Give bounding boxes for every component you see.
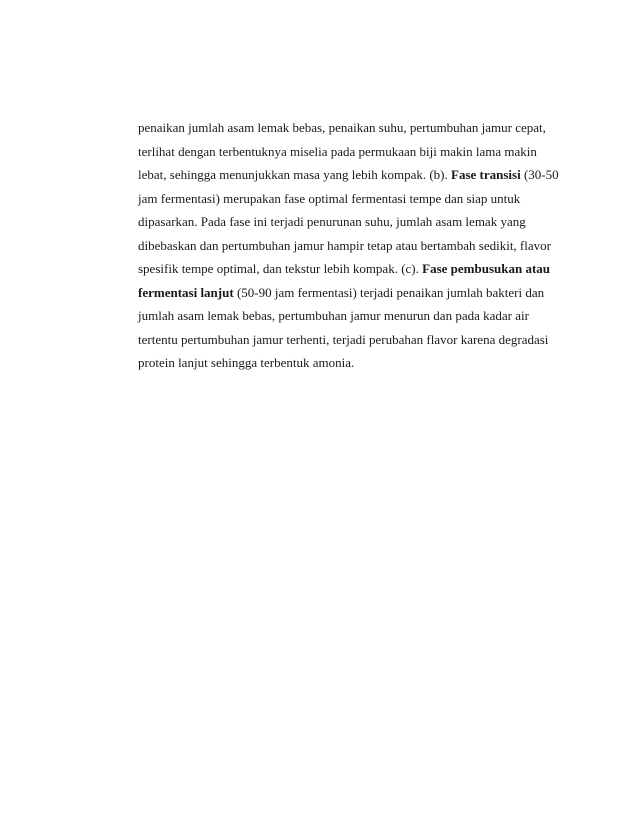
text-segment: tertentu pertumbuhan jamur terhenti, terjadi perubahan flavor karena degradasi — [138, 331, 549, 347]
text-segment: spesifik tempe optimal, dan tekstur lebih kompak. (c). — [138, 261, 423, 276]
text-line — [138, 281, 545, 305]
text-line — [138, 304, 529, 328]
text-segment: penaikan jumlah asam lemak bebas, penaikan suhu, pertumbuhan jamur cepat, — [138, 120, 546, 135]
text-segment: dibebaskan dan pertumbuhan jamur hampir tetap atau bertambah sedikit, flavor — [138, 237, 551, 253]
text-line — [138, 163, 559, 187]
text-line — [138, 116, 546, 140]
text-segment: protein lanjut sehingga terbentuk amonia. — [138, 355, 355, 370]
text-segment: (50-90 jam fermentasi) terjadi penaikan jumlah bakteri dan — [233, 284, 545, 300]
bold-term: fermentasi lanjut — [138, 284, 234, 300]
text-segment: dipasarkan. Pada fase ini terjadi penurunan suhu, jumlah asam lemak yang — [138, 214, 526, 229]
text-line — [138, 187, 521, 211]
text-line — [138, 234, 551, 258]
text-line — [138, 351, 501, 375]
text-line — [138, 210, 526, 234]
text-segment: jumlah asam lemak bebas, pertumbuhan jamur menurun dan pada kadar air — [138, 308, 529, 323]
bold-term: Fase pembusukan atau — [422, 261, 551, 276]
text-line — [138, 257, 551, 281]
text-segment: terlihat dengan terbentuknya miselia pada permukaan biji makin lama makin — [138, 143, 537, 159]
body-paragraph — [138, 116, 559, 375]
bold-term: Fase transisi — [451, 167, 521, 182]
text-segment: jam fermentasi) merupakan fase optimal fermentasi tempe dan siap untuk — [138, 190, 521, 206]
text-segment: (30-50 — [520, 167, 559, 182]
text-line — [138, 328, 549, 352]
text-line — [138, 140, 537, 164]
text-segment: lebat, sehingga menunjukkan masa yang lebih kompak. (b). — [138, 167, 452, 182]
